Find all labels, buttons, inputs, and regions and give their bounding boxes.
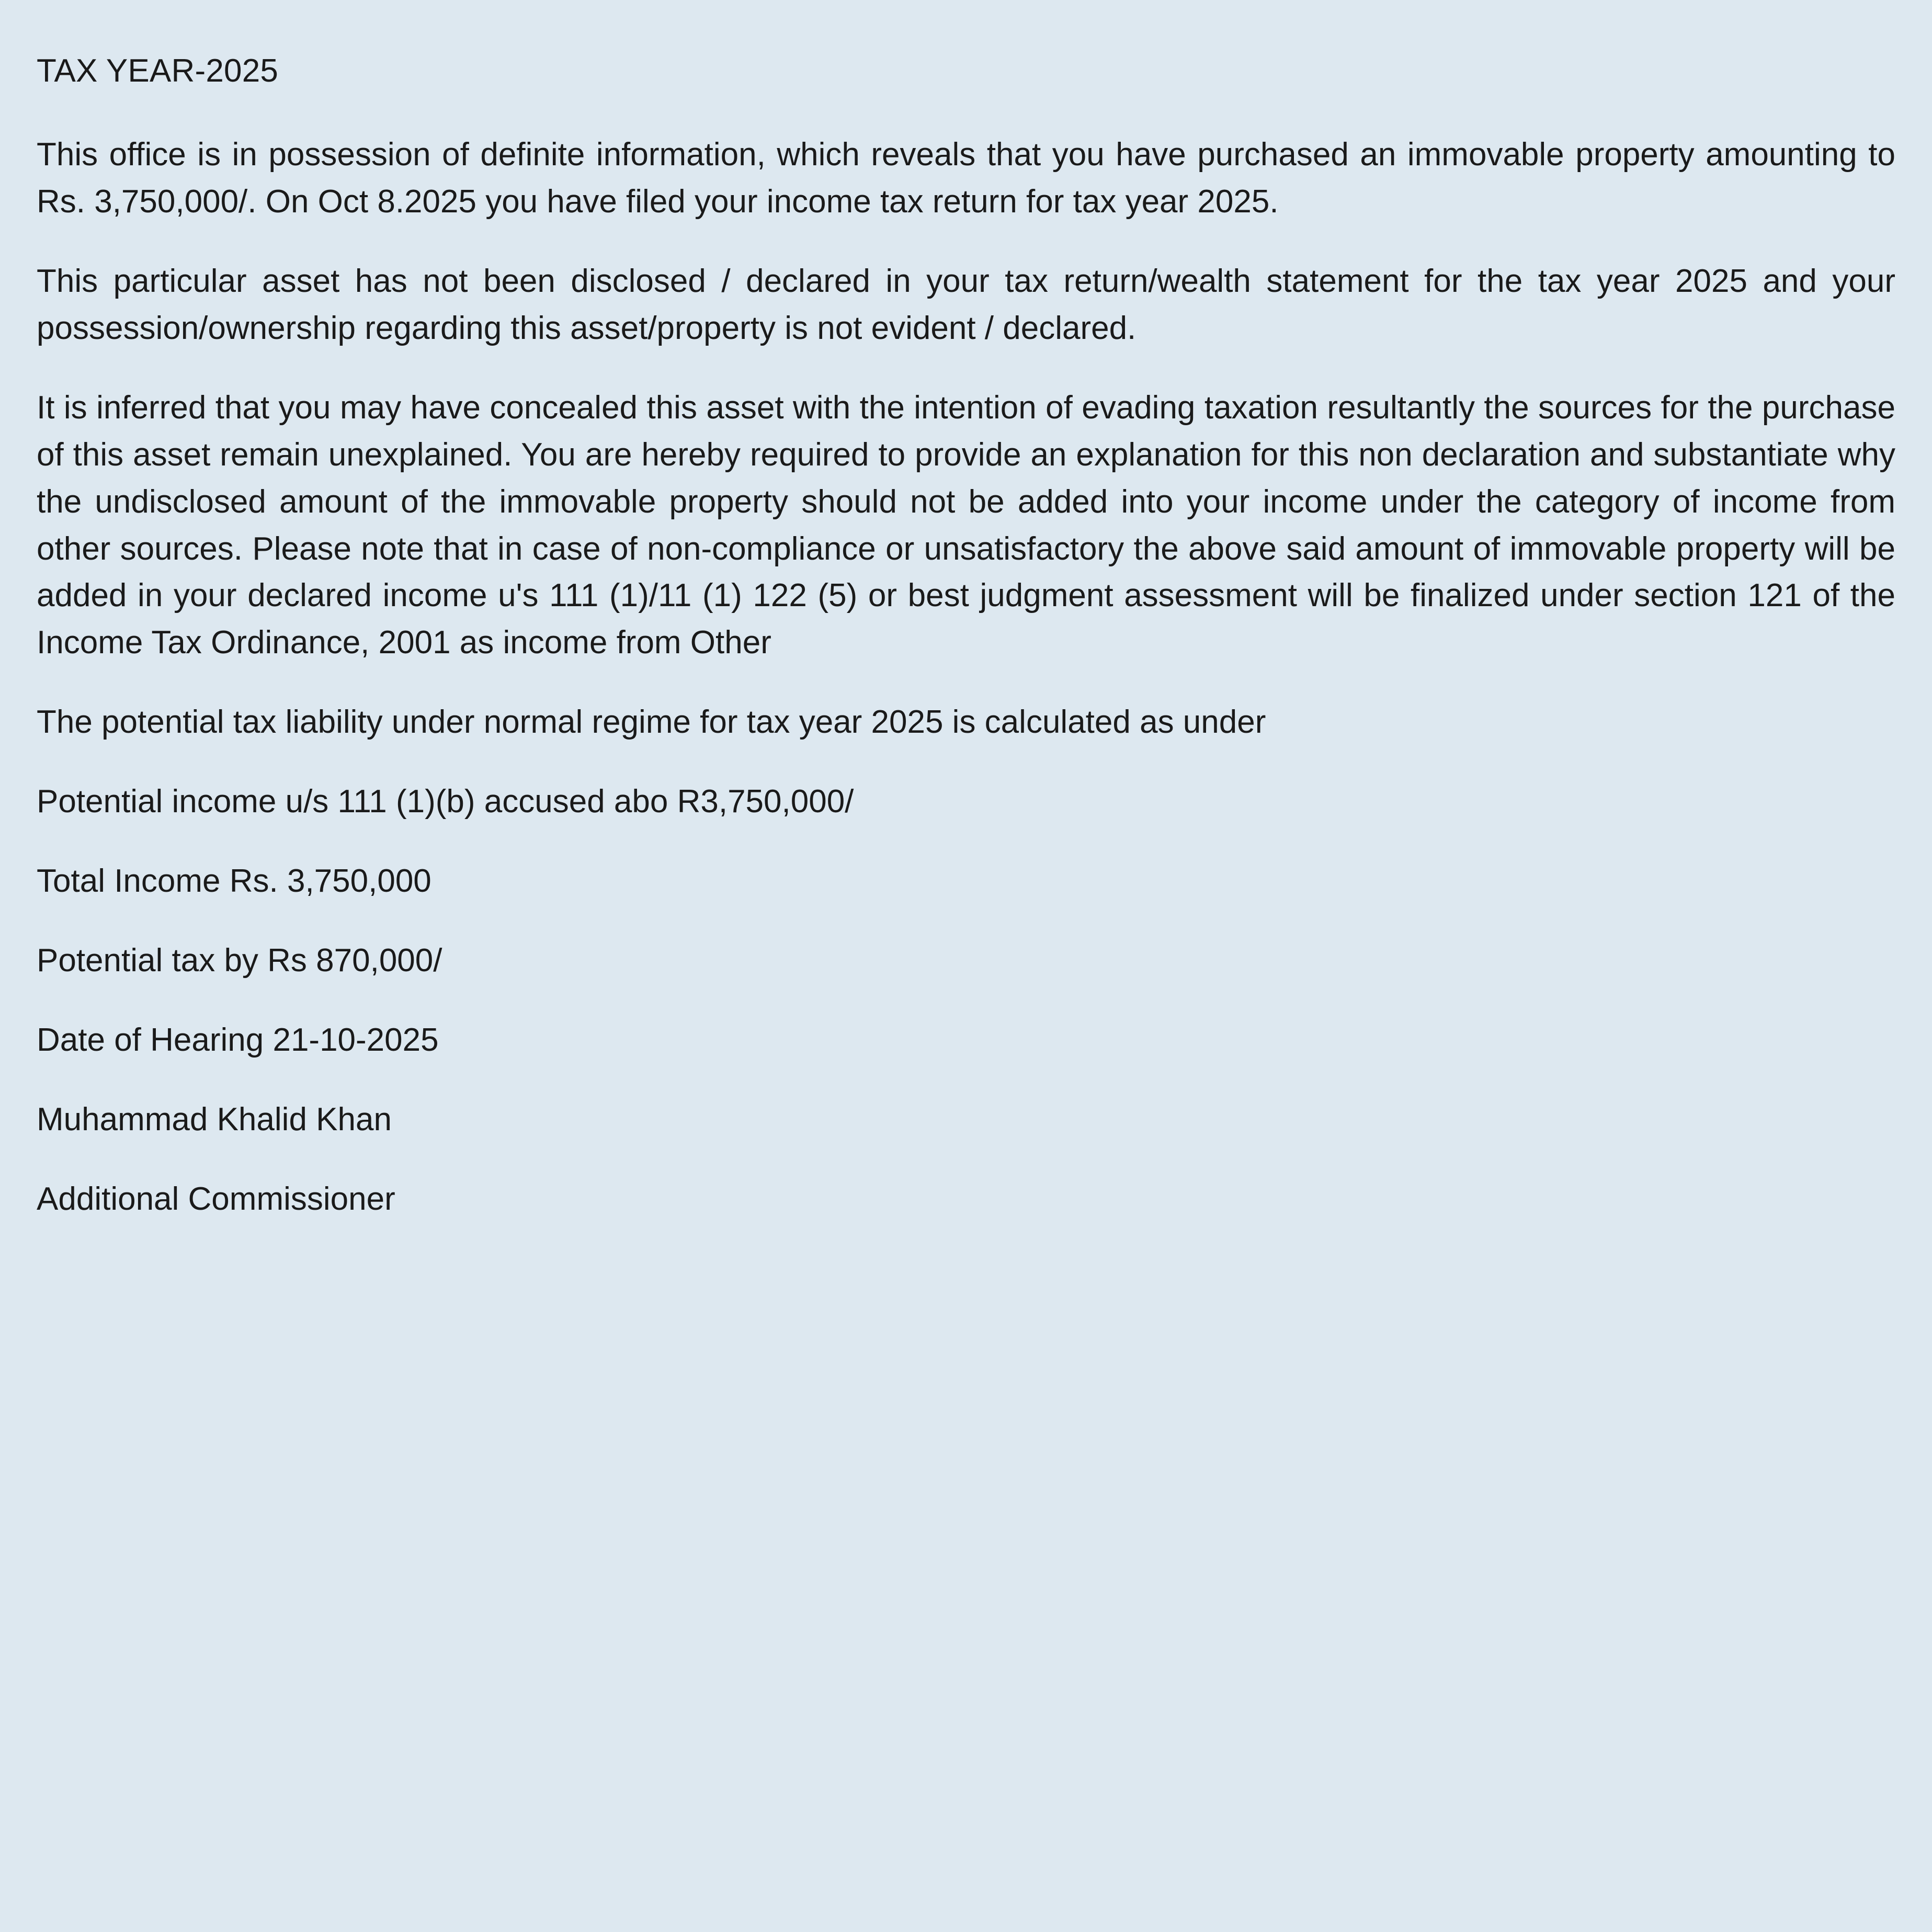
signatory-name: Muhammad Khalid Khan — [37, 1101, 392, 1138]
calculation-line-date-of-hearing: Date of Hearing 21-10-2025 — [37, 1021, 439, 1058]
calculation-line-potential-tax: Potential tax by Rs 870,000/ — [37, 942, 442, 979]
calculation-line-total-income: Total Income Rs. 3,750,000 — [37, 862, 431, 899]
signature-block — [37, 1096, 1895, 1223]
paragraph-non-disclosure: This particular asset has not been disclosed / declared in your tax return/wealth statement for the tax year 2025 and your possession/ownership regarding this asset/property is not evident / declared. — [37, 263, 1895, 346]
paragraph-calculation-intro: The potential tax liability under normal regime for tax year 2025 is calculated as under — [37, 704, 1266, 741]
paragraph-definite-information: This office is in possession of definite information, which reveals that you have purchased an immovable property amounting to Rs. 3,750,000/. On Oct 8.2025 you have filed your income tax return for tax year 2025. — [37, 137, 1895, 220]
signatory-designation: Additional Commissioner — [37, 1180, 395, 1217]
calculation-line-potential-income: Potential income u/s 111 (1)(b) accused abo R3,750,000/ — [37, 783, 854, 820]
paragraph-inference-and-requirement: It is inferred that you may have concealed this asset with the intention of evading taxation resultantly the sources for the purchase of this asset remain unexplained. You are hereby required to provide an explanation for this non declaration and substantiate why the undisclosed amount of the immovable property should not be added into your income under the category of income from other sources. Please note that in case of non-compliance or unsatisfactory the above said amount of immovable property will be added in your declared income u's 111 (1)/11 (1) 122 (5) or best judgment assessment will be finalized under section 121 of the Income Tax Ordinance, 2001 as income from Other — [37, 389, 1895, 661]
page-title: TAX YEAR-2025 — [37, 53, 279, 89]
calculation-lines — [37, 778, 1895, 1064]
